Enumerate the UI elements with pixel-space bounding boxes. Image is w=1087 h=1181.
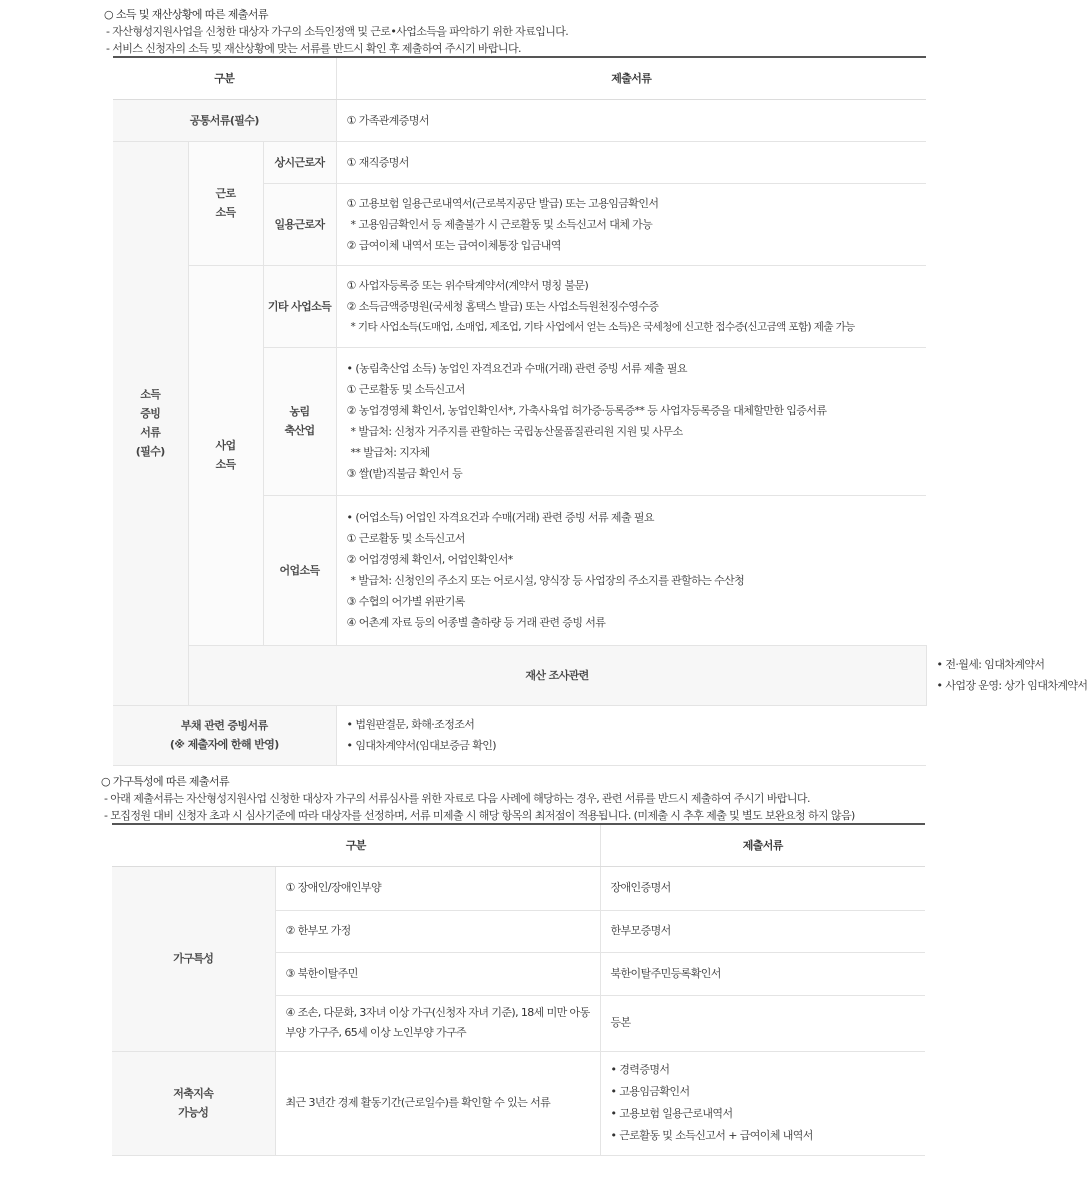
doc-line: • 법원판결문, 화해·조정조서 [346, 718, 475, 731]
property-label: 재산 조사관련 [188, 645, 926, 705]
doc-line: ② 급여이체 내역서 또는 급여이체통장 입금내역 [346, 238, 561, 252]
regular-worker-label: 상시근로자 [263, 141, 336, 183]
row-common [113, 99, 926, 141]
row-regular-worker [113, 141, 926, 183]
doc-line: ③ 쌀(밭)직불금 확인서 등 [346, 467, 463, 480]
daily-worker-docs [336, 183, 926, 265]
fishery-label: 어업소득 [263, 495, 336, 645]
household-documents-table [112, 823, 925, 1156]
household-item [275, 995, 600, 1051]
doc-line: ① 고용보험 일용근로내역서(근로복지공단 발급) 또는 고용임금확인서 [346, 196, 659, 210]
household-label: 가구특성 [112, 866, 275, 1051]
debt-label-line1: 부채 관련 증빙서류 [180, 719, 268, 732]
doc-line: * 발급처: 신청자 거주지를 관할하는 국립농산물품질관리원 지원 및 사무소 [350, 425, 683, 438]
header-documents: 제출서류 [600, 824, 925, 866]
row-property: 재산 조사관련 • 전·월세: 임대차계약서 • 사업장 운영: 상가 임대차계약서 [113, 645, 926, 705]
doc-line: ** 발급처: 지자체 [350, 446, 430, 459]
fishery-docs [336, 495, 926, 645]
doc-line: • (농림축산업 소득) 농업인 자격요건과 수매(거래) 관련 증빙 서류 제출 필요 [346, 362, 687, 375]
doc-line: • 고용보험 일용근로내역서 [610, 1107, 733, 1120]
doc-line: ② 소득금액증명원(국세청 홈택스 발급) 또는 사업소득원천징수영수증 [346, 299, 659, 313]
regular-worker-docs [336, 141, 926, 183]
doc-line: • (어업소득) 어업인 자격요건과 수매(거래) 관련 증빙 서류 제출 필요 [346, 511, 654, 524]
farming-label: 농림 축산업 [263, 347, 336, 495]
header-category: 구분 [112, 824, 600, 866]
farming-docs [336, 347, 926, 495]
household-doc: 등본 [600, 995, 925, 1051]
household-item-line2: 부양 가구주, 65세 이상 노인부양 가구주 [285, 1026, 467, 1039]
daily-worker-label: 일용근로자 [263, 183, 336, 265]
doc-line: ④ 어촌계 자료 등의 어종별 출하량 등 거래 관련 증빙 서류 [346, 616, 606, 629]
table-header-row [113, 57, 926, 99]
doc-line: ① 가족관계증명서 [346, 113, 429, 127]
doc-line: * 고용임금확인서 등 제출불가 시 근로활동 및 소득신고서 대체 가능 [350, 217, 653, 231]
section2-note-1: - 아래 제출서류는 자산형성지원사업 신청한 대상자 가구의 서류심사를 위한 자료로 다음 사례에 해당하는 경우, 관련 서류를 반드시 제출하여 주시기 바랍니다. [104, 792, 810, 805]
other-business-docs [336, 265, 926, 347]
household-item: ② 한부모 가정 [275, 910, 600, 952]
doc-line: ② 어업경영체 확인서, 어업인확인서* [346, 553, 513, 566]
doc-line: • 경력증명서 [610, 1063, 670, 1076]
doc-line: ③ 수협의 어가별 위판기록 [346, 595, 465, 608]
doc-line: ② 농업경영체 확인서, 농업인확인서*, 가축사육업 허가증·등록증** 등 사업자등록증을 대체할만한 입증서류 [346, 404, 827, 417]
doc-line: * 기타 사업소득(도매업, 소매업, 제조업, 기타 사업에서 얻는 소득)은 국세청에 신고한 접수증(신고금액 포함) 제출 가능 [350, 320, 855, 333]
debt-docs [336, 705, 926, 765]
debt-label [113, 705, 336, 765]
other-business-label: 기타 사업소득 [263, 265, 336, 347]
savings-docs [600, 1051, 925, 1155]
doc-line: ① 근로활동 및 소득신고서 [346, 532, 465, 545]
section1-title: ○ 소득 및 재산상황에 따른 제출서류 [104, 8, 268, 21]
common-label: 공통서류(필수) [113, 99, 336, 141]
savings-label: 저축지속 가능성 [112, 1051, 275, 1155]
doc-line: • 임대차계약서(임대보증금 확인) [346, 739, 496, 752]
table-header-row [112, 824, 925, 866]
income-documents-table [113, 56, 1087, 766]
row-debt [113, 705, 926, 765]
doc-line: • 고용임금확인서 [610, 1085, 690, 1098]
section1-note-2: - 서비스 신청자의 소득 및 재산상황에 맞는 서류를 반드시 확인 후 제출하여 주시기 바랍니다. [106, 42, 521, 55]
section2-title: ○ 가구특성에 따른 제출서류 [101, 775, 229, 788]
row-disabled [112, 866, 925, 910]
household-item-line1: ④ 조손, 다문화, 3자녀 이상 가구(신청자 자녀 기준), 18세 미만 아동 [285, 1006, 590, 1019]
income-proof-label: 소득 증빙 서류 (필수) [113, 141, 188, 705]
section2-note-2: - 모집정원 대비 신청자 초과 시 심사기준에 따라 대상자를 선정하며, 서류 미제출 시 해당 항목의 최저점이 적용됩니다. (미제출 시 추후 제출 및 별도 보완요청 하지 않음) [104, 809, 855, 822]
row-savings [112, 1051, 925, 1155]
common-docs [336, 99, 926, 141]
doc-line: • 근로활동 및 소득신고서 + 급여이체 내역서 [610, 1129, 813, 1142]
header-documents: 제출서류 [336, 57, 926, 99]
household-doc: 북한이탈주민등록확인서 [600, 952, 925, 995]
household-doc: 장애인증명서 [600, 866, 925, 910]
business-income-label: 사업 소득 [188, 265, 263, 645]
savings-item: 최근 3년간 경제 활동기간(근로일수)를 확인할 수 있는 서류 [275, 1051, 600, 1155]
row-other-business [113, 265, 926, 347]
household-item: ③ 북한이탈주민 [275, 952, 600, 995]
labor-income-label: 근로 소득 [188, 141, 263, 265]
header-category: 구분 [113, 57, 336, 99]
household-item: ① 장애인/장애인부양 [275, 866, 600, 910]
section1-note-1: - 자산형성지원사업을 신청한 대상자 가구의 소득인정액 및 근로•사업소득을 파악하기 위한 자료입니다. [106, 25, 569, 38]
doc-line: * 발급처: 신청인의 주소지 또는 어로시설, 양식장 등 사업장의 주소지를 관할하는 수산청 [350, 574, 745, 587]
household-doc: 한부모증명서 [600, 910, 925, 952]
doc-line: ① 사업자등록증 또는 위수탁계약서(계약서 명칭 불문) [346, 278, 589, 292]
doc-line: ① 근로활동 및 소득신고서 [346, 383, 465, 396]
doc-line: ① 재직증명서 [346, 155, 409, 169]
debt-label-line2: (※ 제출자에 한해 반영) [169, 738, 279, 751]
